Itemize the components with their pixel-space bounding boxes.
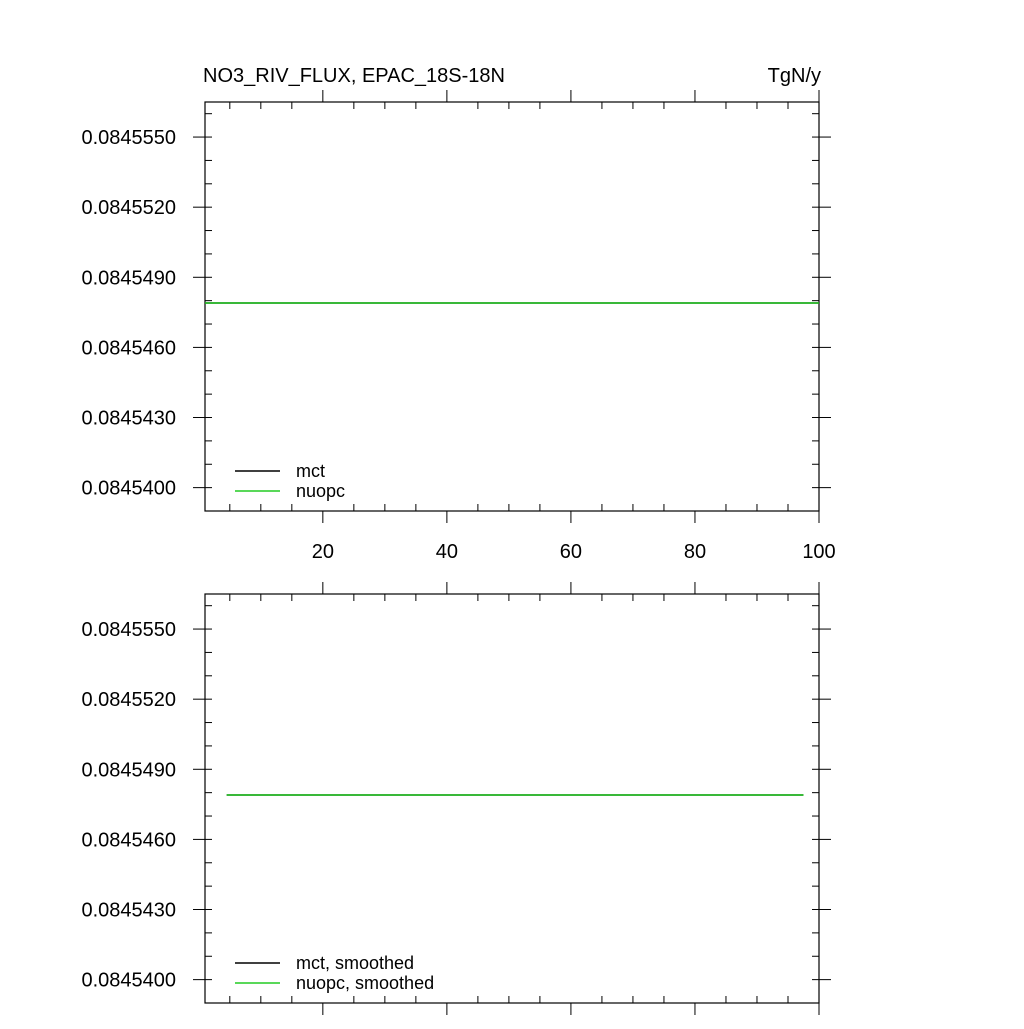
panel-1-y-tick-label: 0.0845490 [81, 267, 176, 290]
panel-2-y-tick-label: 0.0845430 [81, 899, 176, 922]
panel-2-legend-label-1: mct, smoothed [296, 953, 415, 973]
panel-2-y-tick-label: 0.0845400 [81, 969, 176, 992]
panel-1-y-tick-label: 0.0845460 [81, 337, 176, 360]
panel-1-y-tick-label: 0.0845550 [81, 127, 176, 150]
panel-1-x-tick-label: 80 [683, 541, 707, 563]
panel-1-y-tick-label: 0.0845430 [81, 407, 176, 430]
panel-1-x-tick-label: 60 [559, 541, 583, 563]
panel-2-legend-label-2: nuopc, smoothed [296, 973, 435, 993]
panel-1-x-tick-label: 40 [435, 541, 459, 563]
panel-2-y-tick-label: 0.0845550 [81, 619, 176, 642]
panel-1-y-tick-label: 0.0845520 [81, 197, 176, 220]
panel-2-y-tick-label: 0.0845460 [81, 829, 176, 852]
panel-1-units-label: TgN/y [767, 65, 821, 87]
chart-panel-2 [81, 582, 831, 1015]
panel-2-y-tick-label: 0.0845520 [81, 689, 176, 712]
panel-1-legend-label-2: nuopc [296, 481, 346, 501]
panel-1-x-tick-label: 100 [802, 541, 836, 563]
panel-1-x-tick-label: 20 [311, 541, 334, 563]
panel-1-chart-title: NO3_RIV_FLUX, EPAC_18S-18N [203, 65, 505, 87]
panel-1-legend-label-1: mct [296, 461, 325, 481]
panel-2-plot-frame [205, 594, 819, 1003]
chart-panel-1 [81, 65, 835, 563]
panel-2-y-tick-label: 0.0845490 [81, 759, 176, 782]
panel-1-y-tick-label: 0.0845400 [81, 477, 176, 500]
panel-1-plot-frame [205, 102, 819, 511]
